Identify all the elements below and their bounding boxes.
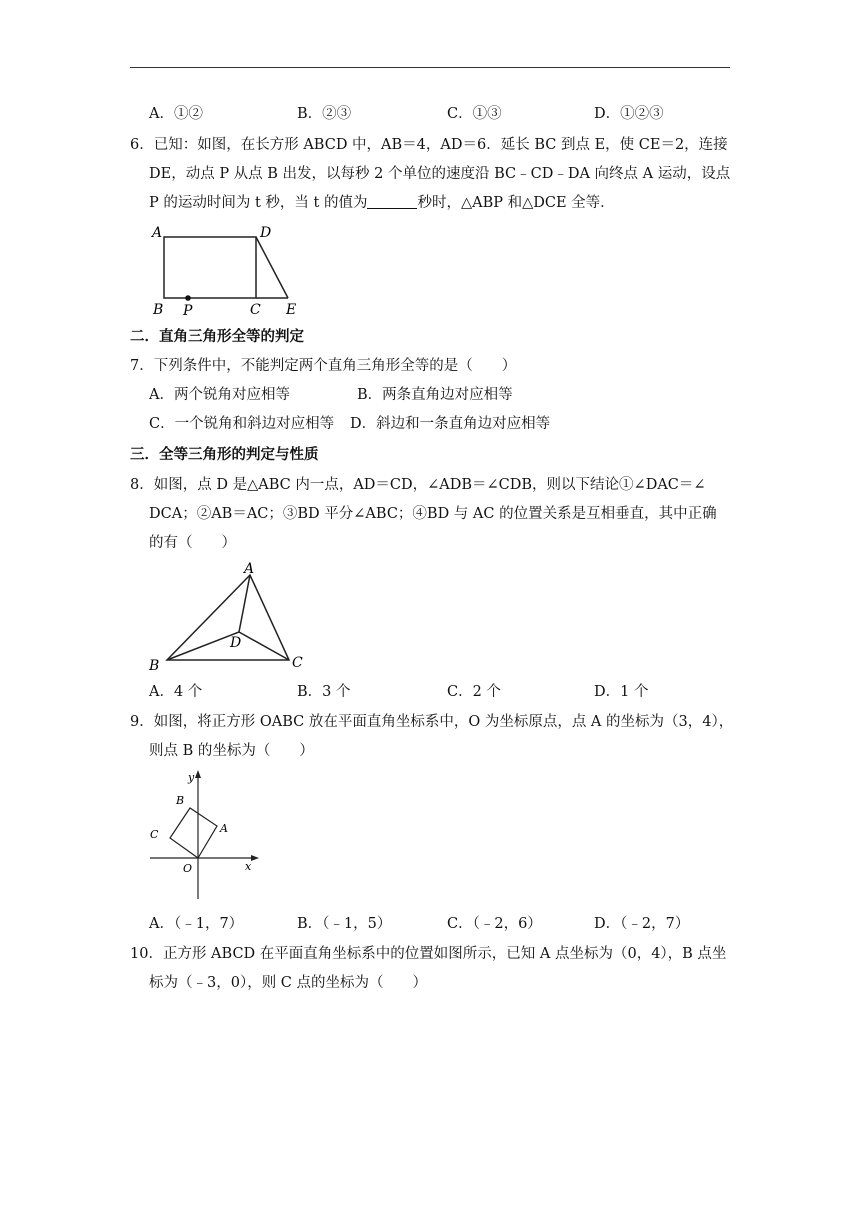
label-A: A	[244, 561, 255, 577]
q8-stem-line2: DCA；②AB＝AC；③BD 平分∠ABC；④BD 与 AC 的位置关系是互相垂直，其中正确	[149, 506, 717, 522]
label-P: P	[183, 303, 193, 319]
label-A: A	[220, 822, 228, 835]
label-D: D	[230, 635, 242, 651]
label-x: x	[245, 860, 252, 873]
section-heading-2: 二．直角三角形全等的判定	[130, 329, 304, 345]
q9-option-a[interactable]: A．（﹣1，7）	[149, 916, 244, 932]
q8-stem-line3: 的有（ ）	[149, 535, 236, 551]
label-B: B	[149, 658, 160, 674]
q10-stem-line2: 标为（﹣3，0），则 C 点的坐标为（ ）	[149, 975, 428, 991]
q7-option-b[interactable]: B．两条直角边对应相等	[357, 387, 513, 403]
q5-option-a[interactable]: A．①②	[149, 106, 203, 122]
label-C: C	[250, 302, 261, 318]
answer-blank[interactable]	[367, 194, 417, 209]
label-B: B	[176, 794, 185, 807]
q7-option-c[interactable]: C．一个锐角和斜边对应相等	[149, 416, 335, 432]
q5-option-c[interactable]: C．①③	[447, 106, 502, 122]
q6-rectangle-figure	[148, 222, 318, 322]
q6-stem-line1: 6．已知：如图，在长方形 ABCD 中，AB＝4，AD＝6．延长 BC 到点 E，使 CE＝2，连接	[130, 137, 728, 153]
q7-stem: 7．下列条件中，不能判定两个直角三角形全等的是（ ）	[130, 358, 517, 374]
q8-triangle-figure	[145, 560, 315, 675]
label-D: D	[260, 225, 272, 241]
q9-coordinate-figure	[145, 766, 270, 906]
q9-option-b[interactable]: B．（﹣1，5）	[297, 916, 392, 932]
q7-option-d[interactable]: D．斜边和一条直角边对应相等	[350, 416, 551, 432]
q5-option-d[interactable]: D．①②③	[594, 106, 664, 122]
q9-option-d[interactable]: D．（﹣2，7）	[594, 916, 690, 932]
label-C: C	[150, 828, 159, 841]
q9-option-c[interactable]: C．（﹣2，6）	[447, 916, 542, 932]
q8-stem-line1: 8．如图，点 D 是△ABC 内一点，AD＝CD，∠ADB＝∠CDB，则以下结论①∠DAC＝∠	[130, 477, 706, 493]
q5-option-b[interactable]: B．②③	[297, 106, 352, 122]
q9-stem-line1: 9．如图，将正方形 OABC 放在平面直角坐标系中，O 为坐标原点，点 A 的坐标为（3，4），	[130, 714, 734, 730]
label-A: A	[152, 225, 163, 241]
q6-stem-line3: P 的运动时间为 t 秒，当 t 的值为 秒时，△ABP 和△DCE 全等．	[149, 195, 615, 211]
q7-option-a[interactable]: A．两个锐角对应相等	[149, 387, 290, 403]
q8-option-b[interactable]: B．3 个	[297, 684, 351, 700]
q6-stem-line2: DE，动点 P 从点 B 出发，以每秒 2 个单位的速度沿 BC﹣CD﹣DA 向终点 A 运动，设点	[149, 166, 731, 182]
header-rule	[130, 67, 730, 68]
section-heading-3: 三．全等三角形的判定与性质	[130, 447, 319, 463]
label-O: O	[183, 862, 193, 875]
q8-option-a[interactable]: A．4 个	[149, 684, 203, 700]
q8-option-c[interactable]: C．2 个	[447, 684, 501, 700]
q9-stem-line2: 则点 B 的坐标为（ ）	[149, 743, 314, 759]
label-y: y	[188, 771, 195, 784]
q10-stem-line1: 10．正方形 ABCD 在平面直角坐标系中的位置如图所示，已知 A 点坐标为（0，4），B 点坐	[130, 946, 727, 962]
label-C: C	[292, 655, 303, 671]
label-B: B	[153, 302, 164, 318]
label-E: E	[286, 302, 297, 318]
q8-option-d[interactable]: D．1 个	[594, 684, 649, 700]
